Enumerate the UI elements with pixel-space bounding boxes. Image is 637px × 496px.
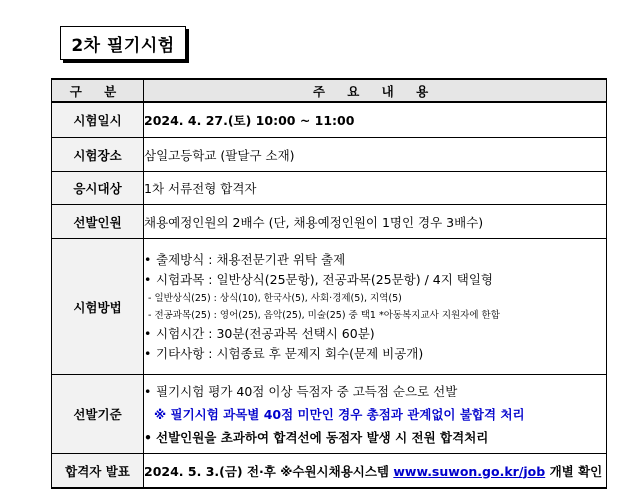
selection-criteria-cell: [144, 375, 607, 454]
method-line-1: 출제방식 : 채용전문기관 위탁 출제: [156, 251, 346, 267]
table-row: [52, 102, 607, 138]
exam-info-table: [51, 78, 607, 489]
row-label-method: 시험방법: [52, 239, 144, 375]
list-item: [144, 426, 606, 449]
method-line-2: 시험과목 : 일반상식(25문항), 전공과목(25문항) / 4지 택일형: [156, 271, 494, 287]
criteria-line-3: 선발인원을 초과하여 합격선에 동점자 발생 시 전원 합격처리: [156, 429, 489, 445]
bullet-icon: •: [144, 345, 152, 361]
row-label-place: 시험장소: [52, 138, 144, 172]
recruit-site-link[interactable]: www.suwon.go.kr/job: [393, 463, 546, 479]
table-row: [52, 138, 607, 172]
exam-method-cell: [144, 239, 607, 375]
list-item: [144, 344, 606, 364]
row-label-announce: 합격자 발표: [52, 454, 144, 489]
criteria-line-1: 필기시험 평가 40점 이상 득점자 중 고득점 순으로 선발: [156, 383, 458, 399]
bullet-icon: •: [144, 383, 152, 399]
list-item: [144, 270, 606, 290]
method-line-3: - 일반상식(25) : 상식(10), 한국사(5), 사회·경제(5), 지역(5): [148, 292, 402, 304]
list-item: [144, 307, 606, 324]
criteria-warning: ※ 필기시험 과목별 40점 미만인 경우 총점과 관계없이 불합격 처리: [154, 406, 525, 422]
bullet-icon: •: [144, 271, 152, 287]
bullet-icon: •: [144, 429, 152, 445]
table-row: [52, 454, 607, 489]
table-row: [52, 375, 607, 454]
row-label-target: 응시대상: [52, 172, 144, 205]
column-header-label: 구 분: [52, 79, 144, 102]
selection-count-value: 채용예정인원의 2배수 (단, 채용예정인원이 1명인 경우 3배수): [144, 205, 607, 239]
exam-target-value: 1차 서류전형 합격자: [144, 172, 607, 205]
bullet-icon: •: [144, 325, 152, 341]
column-header-content: 주 요 내 용: [144, 79, 607, 102]
table-header-row: [52, 79, 607, 102]
row-label-date: 시험일시: [52, 102, 144, 138]
exam-date-value: 2024. 4. 27.(토) 10:00 ~ 11:00: [144, 102, 607, 138]
announce-suffix-text: 개별 확인: [545, 463, 603, 479]
list-item: [144, 250, 606, 270]
method-line-5: 시험시간 : 30분(전공과목 선택시 60분): [156, 325, 375, 341]
table-row: [52, 205, 607, 239]
bullet-icon: •: [144, 251, 152, 267]
list-item: [144, 290, 606, 307]
table-row: [52, 239, 607, 375]
method-line-6: 기타사항 : 시험종료 후 문제지 회수(문제 비공개): [156, 345, 424, 361]
section-title: 2차 필기시험: [60, 26, 186, 60]
list-item: [144, 324, 606, 344]
announce-date-text: 2024. 5. 3.(금) 전·후 ※수원시채용시스템: [144, 463, 394, 479]
method-line-4: - 전공과목(25) : 영어(25), 음악(25), 미술(25) 중 택1 *아동복지교사 지원자에 한함: [148, 309, 500, 321]
row-label-criteria: 선발기준: [52, 375, 144, 454]
list-item: [144, 380, 606, 403]
row-label-select: 선발인원: [52, 205, 144, 239]
exam-place-value: 삼일고등학교 (팔달구 소재): [144, 138, 607, 172]
announcement-value: [144, 454, 607, 489]
table-row: [52, 172, 607, 205]
